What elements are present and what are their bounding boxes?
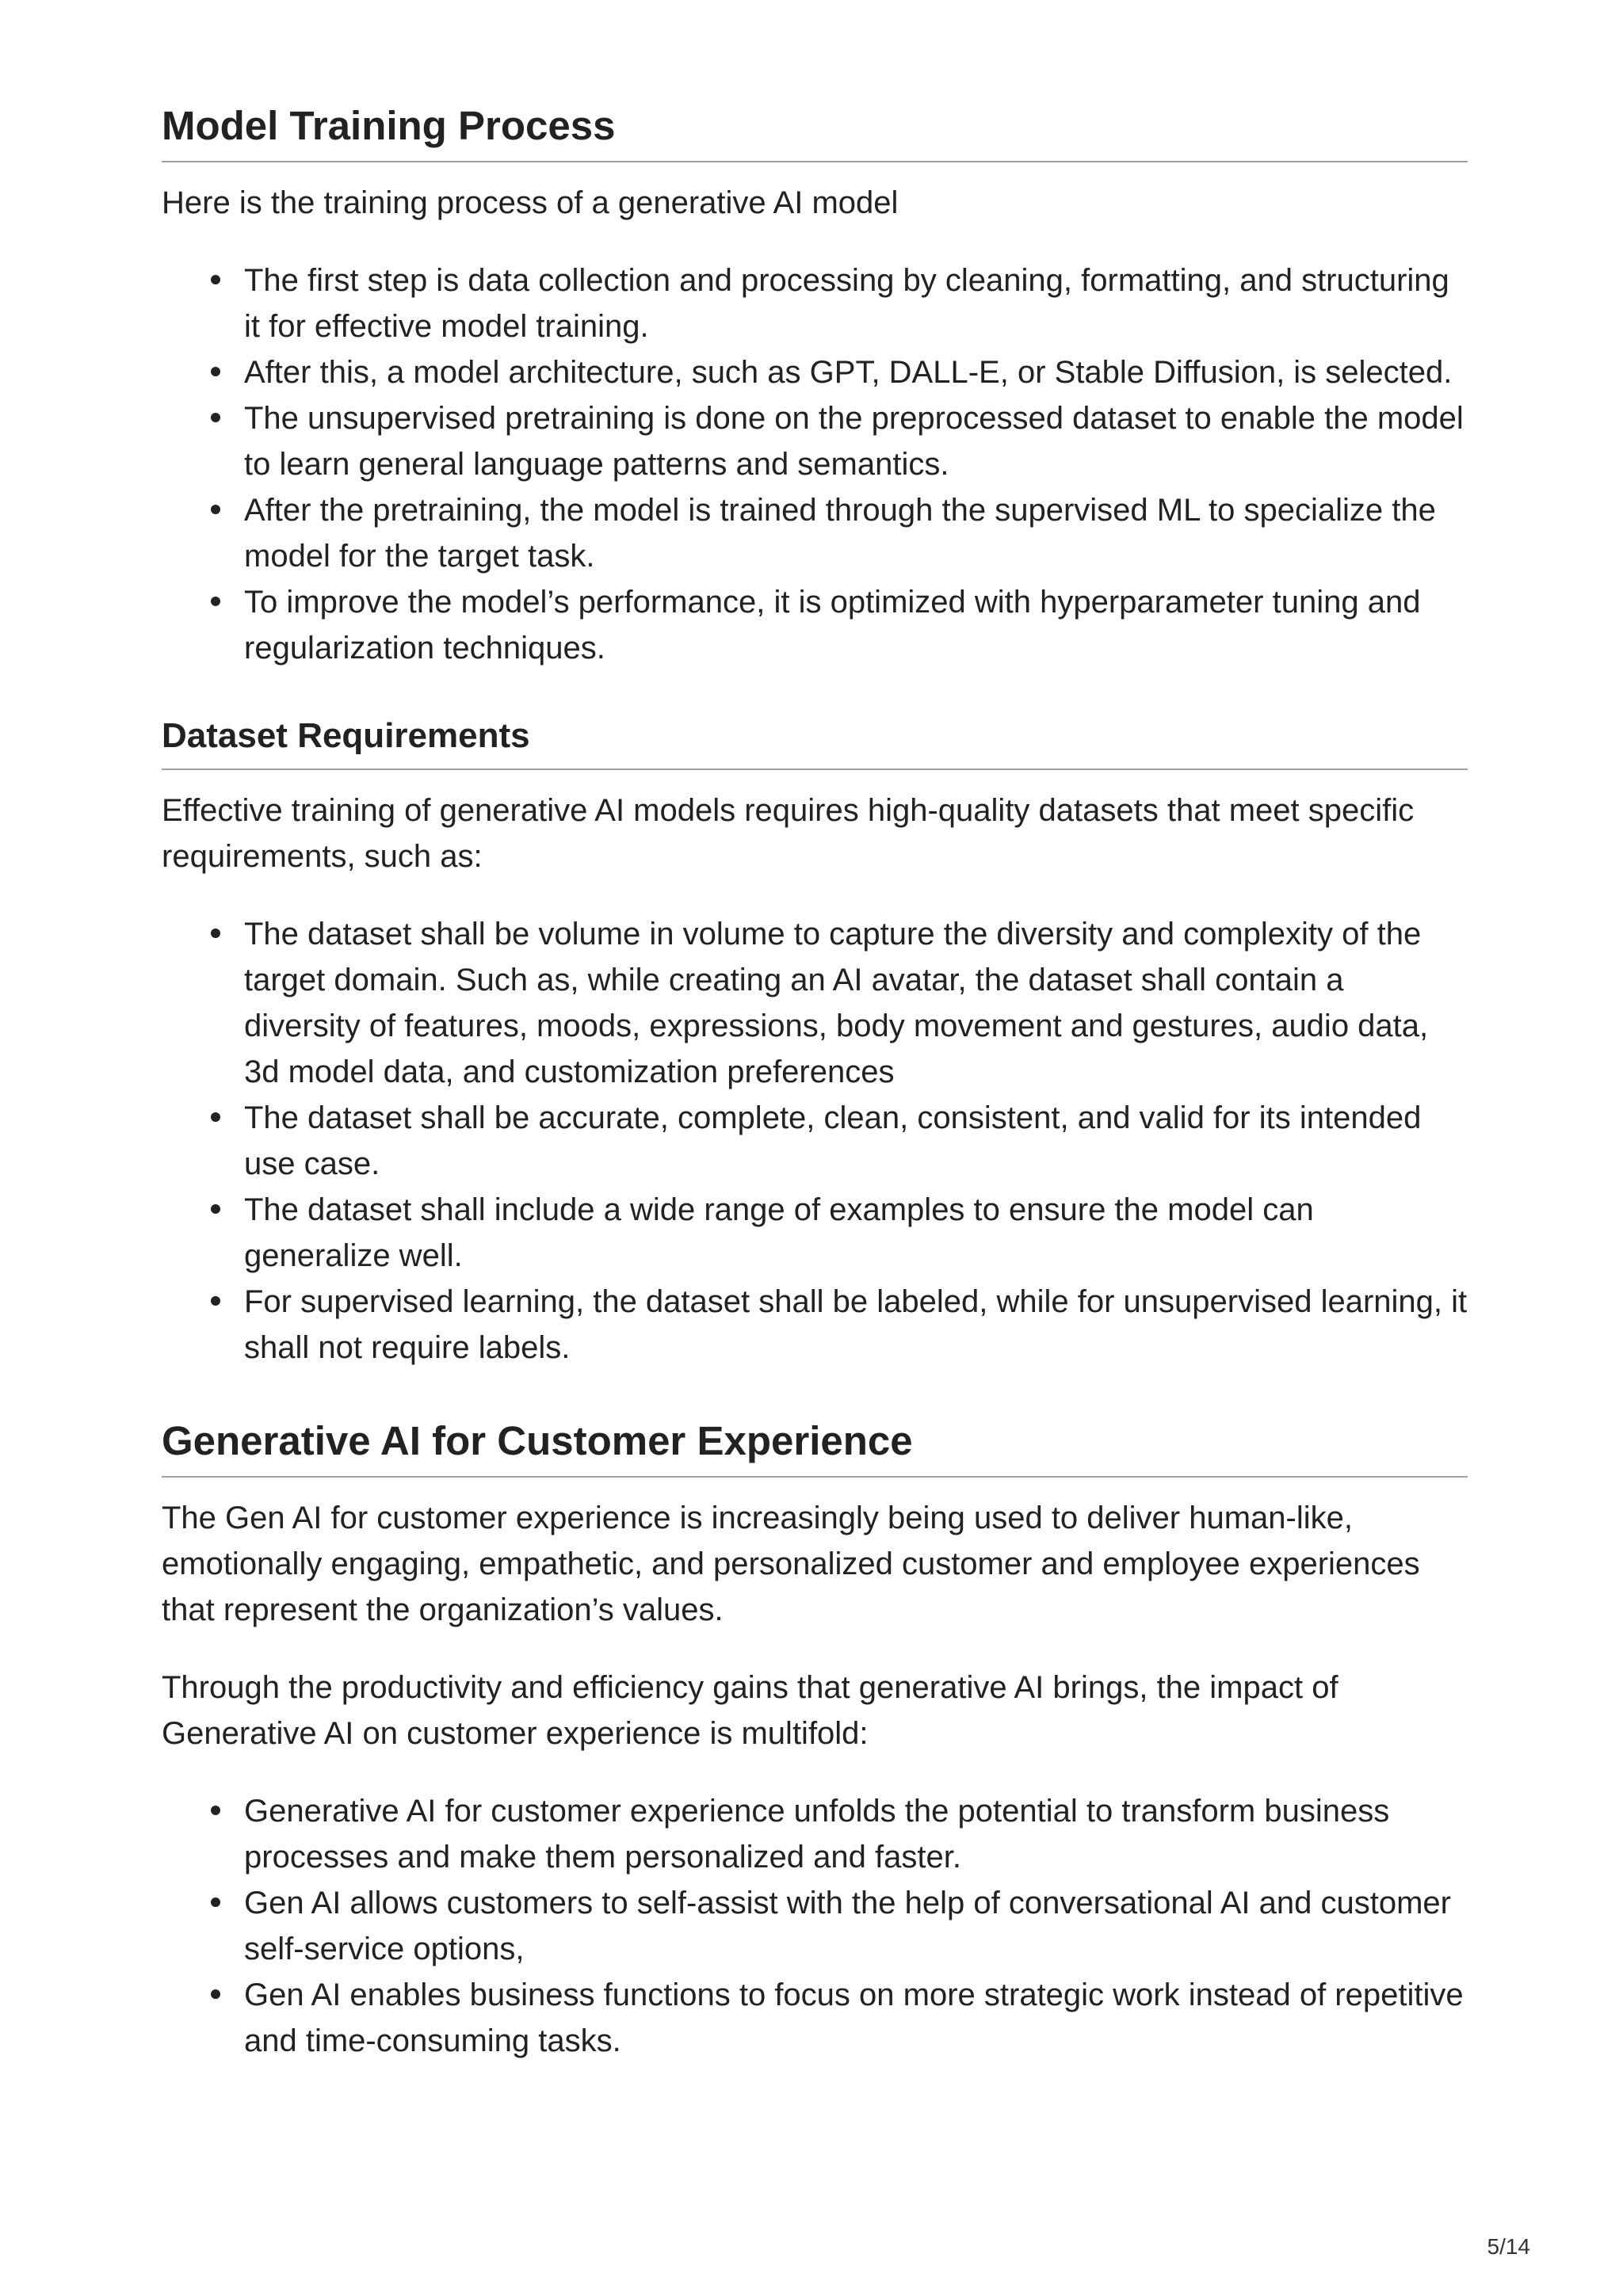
list-item: Gen AI enables business functions to focus on more strategic work instead of repetitive and time-consuming tasks. [244, 1972, 1468, 2064]
dataset-intro: Effective training of generative AI models requires high-quality datasets that meet specific requirements, such as: [162, 792, 1415, 874]
list-item: To improve the model’s performance, it is optimized with hyperparameter tuning and regularization techniques. [244, 579, 1468, 671]
bullet-icon [211, 275, 220, 284]
dataset-requirements-list [162, 911, 1468, 1371]
list-item: The dataset shall be accurate, complete, clean, consistent, and valid for its intended use case. [244, 1095, 1468, 1187]
bullet-icon [211, 929, 220, 938]
list-item: Generative AI for customer experience unfolds the potential to transform business processes and make them personalized and faster. [244, 1788, 1468, 1880]
page-number: 5/14 [1487, 2234, 1530, 2259]
document-page [162, 101, 1468, 2064]
list-item: The dataset shall be volume in volume to capture the diversity and complexity of the target domain. Such as, while creating an AI avatar, the dataset shall contain a diversity of features, moods, expressions, body movement and gestures, audio data, 3d model data, and customization preferences [244, 911, 1468, 1095]
list-item: After the pretraining, the model is trained through the supervised ML to specialize the model for the target task. [244, 487, 1468, 579]
bullet-icon [211, 1897, 220, 1907]
bullet-icon [211, 505, 220, 514]
bullet-icon [211, 1112, 220, 1122]
section-heading-customer-experience: Generative AI for Customer Experience [162, 1417, 1468, 1478]
training-intro: Here is the training process of a generative AI model [162, 185, 899, 221]
bullet-icon [211, 597, 220, 606]
list-item: Gen AI allows customers to self-assist with the help of conversational AI and customer self-service options, [244, 1880, 1468, 1972]
bullet-icon [211, 1204, 220, 1214]
section-heading-dataset-requirements: Dataset Requirements [162, 715, 1468, 770]
bullet-icon [211, 413, 220, 422]
bullet-icon [211, 1989, 220, 1999]
bullet-icon [211, 367, 220, 376]
customer-experience-paragraph-1: The Gen AI for customer experience is increasingly being used to deliver human-like, emotionally engaging, empathetic, and personalized customer and employee experiences that represent the organization’s values. [162, 1501, 1420, 1628]
customer-experience-paragraph-2: Through the productivity and efficiency gains that generative AI brings, the impact of Generative AI on customer experience is multifold: [162, 1670, 1338, 1752]
list-item: After this, a model architecture, such as GPT, DALL-E, or Stable Diffusion, is selected. [244, 349, 1468, 395]
training-steps-list [162, 257, 1468, 671]
section-heading-model-training: Model Training Process [162, 101, 1468, 162]
list-item: For supervised learning, the dataset shall be labeled, while for unsupervised learning, it shall not require labels. [244, 1279, 1468, 1371]
list-item: The dataset shall include a wide range of examples to ensure the model can generalize well. [244, 1187, 1468, 1279]
list-item: The unsupervised pretraining is done on the preprocessed dataset to enable the model to learn general language patterns and semantics. [244, 395, 1468, 487]
bullet-icon [211, 1296, 220, 1306]
customer-experience-list [162, 1788, 1468, 2064]
list-item: The first step is data collection and processing by cleaning, formatting, and structuring it for effective model training. [244, 257, 1468, 349]
bullet-icon [211, 1806, 220, 1815]
